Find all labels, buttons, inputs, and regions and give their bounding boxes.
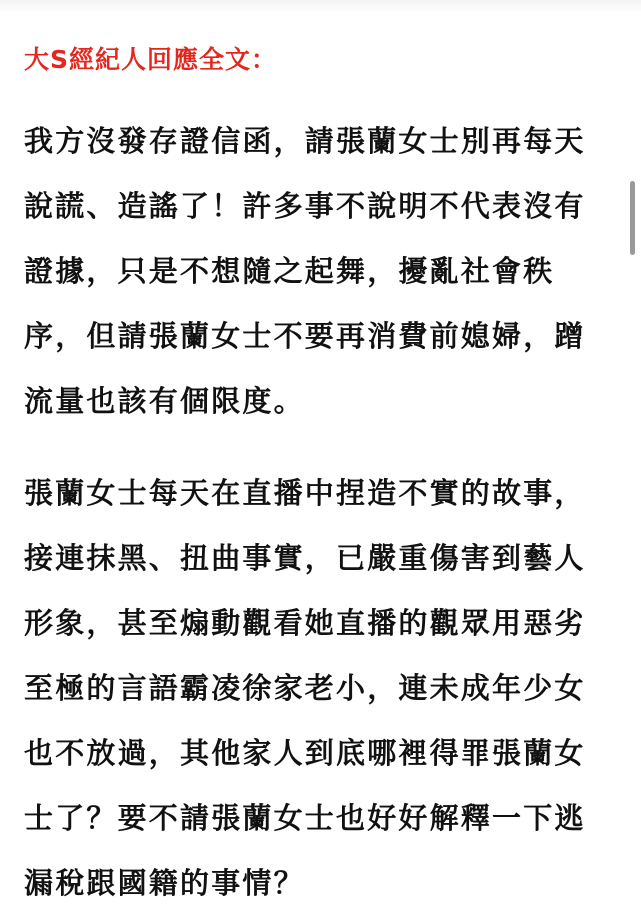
paragraph-line: 證據，只是不想隨之起舞，擾亂社會秩 [24, 254, 555, 288]
paragraph-line: 至極的言語霸凌徐家老小，連未成年少女 [24, 671, 586, 705]
paragraph-line: 形象，甚至煽動觀看她直播的觀眾用惡劣 [24, 606, 586, 640]
paragraph-line: 漏稅跟國籍的事情？ [24, 866, 305, 900]
scrollbar-thumb[interactable] [630, 181, 635, 255]
article-heading: 大S經紀人回應全文： [24, 45, 278, 74]
paragraph-line: 序，但請張蘭女士不要再消費前媳婦，蹭 [24, 319, 586, 353]
paragraph-line: 說謊、造謠了！許多事不說明不代表沒有 [24, 189, 586, 223]
paragraph-2 [24, 476, 620, 915]
top-edge-shadow [0, 0, 641, 14]
paragraph-line: 流量也該有個限度。 [24, 384, 305, 418]
paragraph-line: 士了？要不請張蘭女士也好好解釋一下逃 [24, 801, 586, 835]
paragraph-line: 接連抹黑、扭曲事實，已嚴重傷害到藝人 [24, 541, 586, 575]
paragraph-line: 我方沒發存證信函，請張蘭女士別再每天 [24, 124, 586, 158]
paragraph-1 [24, 124, 620, 452]
paragraph-line: 也不放過，其他家人到底哪裡得罪張蘭女 [24, 736, 586, 770]
paragraph-line: 張蘭女士每天在直播中捏造不實的故事， [24, 476, 586, 510]
